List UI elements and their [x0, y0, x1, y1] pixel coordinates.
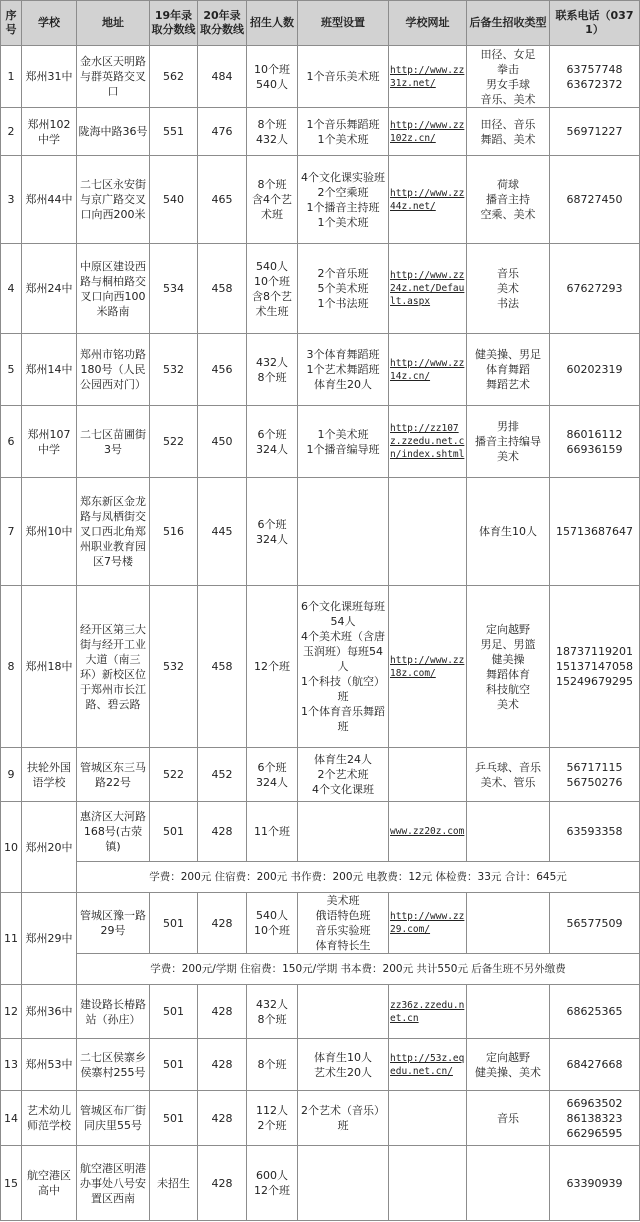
score19-cell: 522	[150, 406, 198, 478]
score20-cell: 428	[198, 1039, 247, 1091]
row-number-cell: 8	[1, 586, 22, 748]
website-cell	[389, 893, 467, 954]
classes-cell: 4个文化课实验班 2个空乘班 1个播音主持班 1个美术班	[298, 156, 389, 244]
classes-cell: 体育生10人 艺术生20人	[298, 1039, 389, 1091]
classes-cell	[298, 478, 389, 586]
address-cell: 航空港区明港办事处八号安置区西南	[77, 1146, 150, 1221]
school-cell: 郑州29中	[22, 893, 77, 985]
table-body	[1, 46, 640, 1221]
phone-cell: 68727450	[550, 156, 640, 244]
school-website-link[interactable]: www.zz20z.com	[390, 826, 465, 837]
website-cell	[389, 1091, 467, 1146]
header-score19: 19年录取分数线	[150, 1, 198, 46]
school-cell: 扶轮外国语学校	[22, 748, 77, 802]
reserve-cell	[467, 985, 550, 1039]
school-cell: 郑州36中	[22, 985, 77, 1039]
score19-cell: 522	[150, 748, 198, 802]
address-cell: 管城区布厂街同庆里55号	[77, 1091, 150, 1146]
table-row	[1, 478, 640, 586]
enroll-cell: 432人 8个班	[247, 985, 298, 1039]
table-row	[1, 748, 640, 802]
phone-cell: 66963502 86138323 66296595	[550, 1091, 640, 1146]
score19-cell: 534	[150, 244, 198, 334]
reserve-cell: 音乐 美术 书法	[467, 244, 550, 334]
score20-cell: 458	[198, 244, 247, 334]
website-cell	[389, 244, 467, 334]
reserve-cell: 音乐	[467, 1091, 550, 1146]
score20-cell: 450	[198, 406, 247, 478]
reserve-cell: 荷球 播音主持 空乘、美术	[467, 156, 550, 244]
score19-cell: 501	[150, 985, 198, 1039]
fee-note: 学费：200元/学期 住宿费：150元/学期 书本费：200元 共计550元 后备生班不另外缴费	[77, 954, 640, 985]
fee-row	[1, 954, 640, 985]
enroll-cell: 540人 10个班	[247, 893, 298, 954]
table-row	[1, 108, 640, 156]
reserve-cell: 定向越野 男足、男篮 健美操 舞蹈体育 科技航空 美术	[467, 586, 550, 748]
school-cell: 郑州20中	[22, 802, 77, 893]
enroll-cell: 600人 12个班	[247, 1146, 298, 1221]
school-website-link[interactable]: zz36z.zzedu.net.cn	[390, 999, 465, 1024]
classes-cell: 1个美术班 1个播音编导班	[298, 406, 389, 478]
phone-cell: 56717115 56750276	[550, 748, 640, 802]
score20-cell: 428	[198, 893, 247, 954]
address-cell: 中原区建设西路与桐柏路交叉口向西100米路南	[77, 244, 150, 334]
reserve-cell: 田径、女足 拳击 男女手球 音乐、美术	[467, 46, 550, 108]
school-website-link[interactable]: http://www.zz102z.cn/	[390, 119, 465, 144]
header-phone: 联系电话（0371）	[550, 1, 640, 46]
fee-row	[1, 862, 640, 893]
school-cell: 郑州102中学	[22, 108, 77, 156]
website-cell	[389, 478, 467, 586]
address-cell: 管城区东三马路22号	[77, 748, 150, 802]
score20-cell: 428	[198, 802, 247, 862]
school-website-link[interactable]: http://www.zz14z.cn/	[390, 357, 465, 382]
website-cell	[389, 334, 467, 406]
address-cell: 金水区天明路与群英路交叉口	[77, 46, 150, 108]
phone-cell: 86016112 66936159	[550, 406, 640, 478]
website-cell	[389, 985, 467, 1039]
score19-cell: 551	[150, 108, 198, 156]
website-cell	[389, 46, 467, 108]
reserve-cell: 男排 播音主持编导 美术	[467, 406, 550, 478]
row-number-cell: 5	[1, 334, 22, 406]
table-row	[1, 1146, 640, 1221]
reserve-cell: 乒乓球、音乐 美术、管乐	[467, 748, 550, 802]
score19-cell: 501	[150, 802, 198, 862]
school-website-link[interactable]: http://www.zz31z.net/	[390, 64, 465, 89]
school-cell: 郑州53中	[22, 1039, 77, 1091]
enroll-cell: 432人 8个班	[247, 334, 298, 406]
score20-cell: 428	[198, 1146, 247, 1221]
website-cell	[389, 748, 467, 802]
website-cell	[389, 1146, 467, 1221]
score20-cell: 465	[198, 156, 247, 244]
score19-cell: 501	[150, 1039, 198, 1091]
score20-cell: 445	[198, 478, 247, 586]
phone-cell: 56577509	[550, 893, 640, 954]
school-cell: 郑州31中	[22, 46, 77, 108]
address-cell: 二七区永安街与京广路交叉口向西200米	[77, 156, 150, 244]
table-row	[1, 406, 640, 478]
score19-cell: 516	[150, 478, 198, 586]
phone-cell: 56971227	[550, 108, 640, 156]
phone-cell: 60202319	[550, 334, 640, 406]
enroll-cell: 8个班 含4个艺术班	[247, 156, 298, 244]
classes-cell: 1个音乐舞蹈班 1个美术班	[298, 108, 389, 156]
score20-cell: 452	[198, 748, 247, 802]
score19-cell: 未招生	[150, 1146, 198, 1221]
row-number-cell: 13	[1, 1039, 22, 1091]
score20-cell: 456	[198, 334, 247, 406]
school-website-link[interactable]: http://www.zz29.com/	[390, 911, 465, 935]
score19-cell: 501	[150, 893, 198, 954]
row-number-cell: 1	[1, 46, 22, 108]
table-row	[1, 244, 640, 334]
score19-cell: 501	[150, 1091, 198, 1146]
school-cell: 郑州18中	[22, 586, 77, 748]
address-cell: 郑州市铭功路180号（人民公园西对门）	[77, 334, 150, 406]
enroll-cell: 112人 2个班	[247, 1091, 298, 1146]
website-cell	[389, 406, 467, 478]
table-row	[1, 156, 640, 244]
table-row	[1, 1039, 640, 1091]
school-website-link[interactable]: http://www.zz24z.net/Default.aspx	[390, 270, 465, 307]
header-no: 序号	[1, 1, 22, 46]
address-cell: 惠济区大河路168号(古荥镇)	[77, 802, 150, 862]
school-cell: 郑州44中	[22, 156, 77, 244]
reserve-cell	[467, 802, 550, 862]
row-number-cell: 9	[1, 748, 22, 802]
classes-cell: 2个音乐班 5个美术班 1个书法班	[298, 244, 389, 334]
website-cell	[389, 586, 467, 748]
phone-cell: 68427668	[550, 1039, 640, 1091]
reserve-cell: 田径、音乐 舞蹈、美术	[467, 108, 550, 156]
reserve-cell: 健美操、男足 体育舞蹈 舞蹈艺术	[467, 334, 550, 406]
reserve-cell: 体育生10人	[467, 478, 550, 586]
classes-cell: 1个音乐美术班	[298, 46, 389, 108]
website-cell	[389, 1039, 467, 1091]
fee-note: 学费：200元 住宿费：200元 书作费：200元 电教费：12元 体检费：33元 合计：645元	[77, 862, 640, 893]
school-website-link[interactable]: http://www.zz18z.com/	[390, 654, 465, 679]
header-score20: 20年录取分数线	[198, 1, 247, 46]
table-row	[1, 334, 640, 406]
table-row	[1, 893, 640, 954]
school-website-link[interactable]: http://www.zz44z.net/	[390, 187, 465, 212]
website-cell	[389, 156, 467, 244]
header-row	[1, 1, 640, 46]
phone-cell: 68625365	[550, 985, 640, 1039]
row-number-cell: 12	[1, 985, 22, 1039]
school-cell: 航空港区高中	[22, 1146, 77, 1221]
table-row	[1, 1091, 640, 1146]
score19-cell: 562	[150, 46, 198, 108]
enroll-cell: 10个班 540人	[247, 46, 298, 108]
table-row	[1, 802, 640, 862]
reserve-cell	[467, 1146, 550, 1221]
address-cell: 郑东新区金龙路与凤栖街交叉口西北角郑州职业教育园区7号楼	[77, 478, 150, 586]
address-cell: 经开区第三大街与经开工业大道（南三环）新校区位于郑州市长江路、碧云路	[77, 586, 150, 748]
website-cell	[389, 802, 467, 862]
address-cell: 建设路长椿路站（孙庄）	[77, 985, 150, 1039]
table-row	[1, 586, 640, 748]
classes-cell: 3个体育舞蹈班 1个艺术舞蹈班 体育生20人	[298, 334, 389, 406]
enroll-cell: 12个班	[247, 586, 298, 748]
header-enroll: 招生人数	[247, 1, 298, 46]
website-cell	[389, 108, 467, 156]
header-address: 地址	[77, 1, 150, 46]
row-number-cell: 14	[1, 1091, 22, 1146]
enroll-cell: 11个班	[247, 802, 298, 862]
row-number-cell: 10	[1, 802, 22, 893]
school-cell: 郑州24中	[22, 244, 77, 334]
phone-cell: 67627293	[550, 244, 640, 334]
enroll-cell: 8个班	[247, 1039, 298, 1091]
address-cell: 二七区侯寨乡侯寨村255号	[77, 1039, 150, 1091]
row-number-cell: 4	[1, 244, 22, 334]
score20-cell: 484	[198, 46, 247, 108]
row-number-cell: 11	[1, 893, 22, 985]
enroll-cell: 6个班 324人	[247, 478, 298, 586]
school-cell: 郑州107中学	[22, 406, 77, 478]
enroll-cell: 540人 10个班 含8个艺术生班	[247, 244, 298, 334]
phone-cell: 63593358	[550, 802, 640, 862]
enroll-cell: 8个班 432人	[247, 108, 298, 156]
classes-cell: 2个艺术（音乐）班	[298, 1091, 389, 1146]
score20-cell: 476	[198, 108, 247, 156]
enroll-cell: 6个班 324人	[247, 748, 298, 802]
header-reserve: 后备生招收类型	[467, 1, 550, 46]
score19-cell: 532	[150, 334, 198, 406]
reserve-cell: 定向越野 健美操、美术	[467, 1039, 550, 1091]
score19-cell: 532	[150, 586, 198, 748]
classes-cell: 体育生24人 2个艺术班 4个文化课班	[298, 748, 389, 802]
classes-cell: 美术班 俄语特色班 音乐实验班 体育特长生	[298, 893, 389, 954]
address-cell: 二七区苗圃街3号	[77, 406, 150, 478]
header-website: 学校网址	[389, 1, 467, 46]
table-row	[1, 985, 640, 1039]
address-cell: 陇海中路36号	[77, 108, 150, 156]
school-cell: 郑州10中	[22, 478, 77, 586]
school-cell: 郑州14中	[22, 334, 77, 406]
reserve-cell	[467, 893, 550, 954]
phone-cell: 63757748 63672372	[550, 46, 640, 108]
row-number-cell: 15	[1, 1146, 22, 1221]
enroll-cell: 6个班 324人	[247, 406, 298, 478]
classes-cell: 6个文化课班每班54人 4个美术班（含唐玉润班）每班54人 1个科技（航空）班 1个体育音乐舞蹈班	[298, 586, 389, 748]
school-website-link[interactable]: http://53z.eqedu.net.cn/	[390, 1052, 465, 1077]
school-cell: 艺术幼儿师范学校	[22, 1091, 77, 1146]
score20-cell: 458	[198, 586, 247, 748]
row-number-cell: 2	[1, 108, 22, 156]
address-cell: 管城区豫一路29号	[77, 893, 150, 954]
header-school: 学校	[22, 1, 77, 46]
phone-cell: 63390939	[550, 1146, 640, 1221]
row-number-cell: 6	[1, 406, 22, 478]
header-classes: 班型设置	[298, 1, 389, 46]
classes-cell	[298, 1146, 389, 1221]
row-number-cell: 3	[1, 156, 22, 244]
score20-cell: 428	[198, 985, 247, 1039]
row-number-cell: 7	[1, 478, 22, 586]
classes-cell	[298, 985, 389, 1039]
table-row	[1, 46, 640, 108]
score20-cell: 428	[198, 1091, 247, 1146]
phone-cell: 18737119201 15137147058 15249679295	[550, 586, 640, 748]
score19-cell: 540	[150, 156, 198, 244]
classes-cell	[298, 802, 389, 862]
phone-cell: 15713687647	[550, 478, 640, 586]
school-website-link[interactable]: http://zz107z.zzedu.net.cn/index.shtml	[390, 423, 465, 460]
